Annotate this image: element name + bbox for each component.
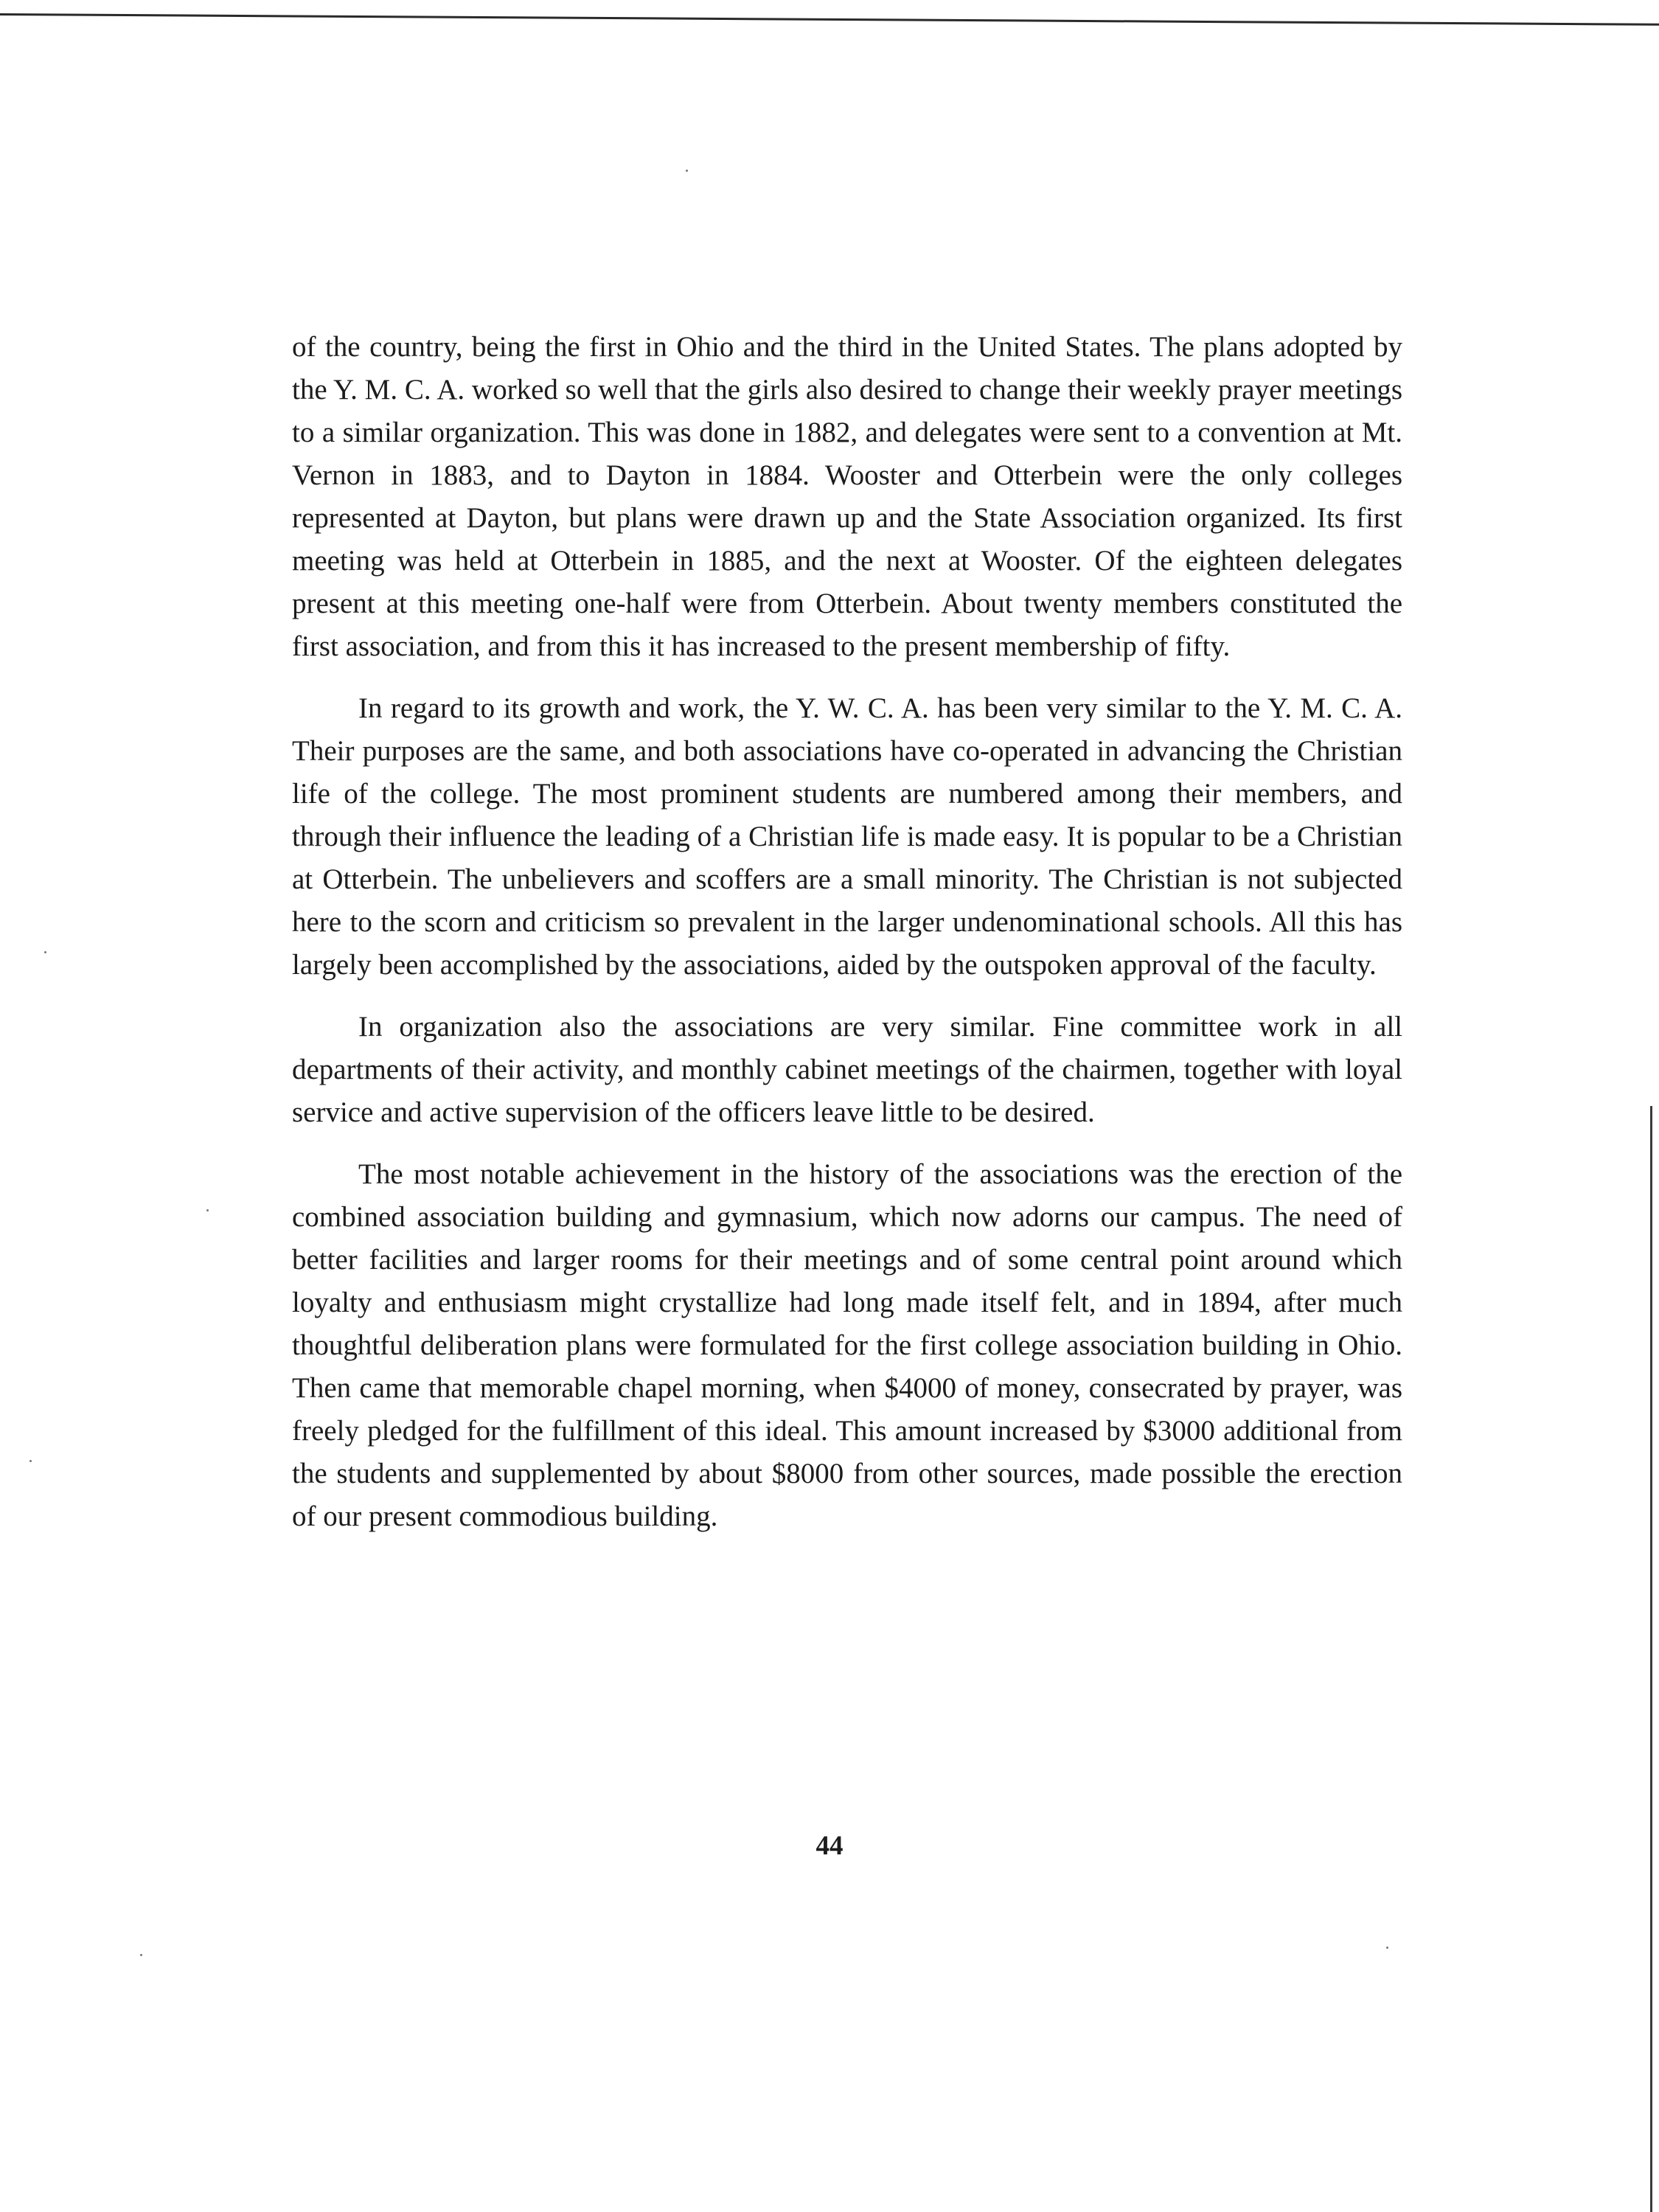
scan-speck	[44, 951, 46, 953]
paragraph-ywca-growth: In regard to its growth and work, the Y. W. C. A. has been very similar to the Y. M. C. A. Their purposes are the same, and both associations have co-operated in advancing the Christian life of the college. The most prominent students are numbered among their members, and through their influence the leading of a Christian life is made easy. It is popular to be a Christian at Otterbein. The unbelievers and scoffers are a small minority. The Christian is not subjected here to the scorn and criticism so prevalent in the larger undenominational schools. All this has largely been accomplished by the associations, aided by the outspoken approval of the faculty.	[292, 692, 1402, 981]
page-number: 44	[815, 1831, 844, 1861]
right-page-edge	[1650, 1106, 1652, 2212]
scan-speck	[686, 170, 688, 172]
top-edge-rule	[0, 0, 1659, 26]
scan-speck	[29, 1460, 32, 1462]
scan-speck	[140, 1954, 142, 1956]
paragraph-continuation: of the country, being the first in Ohio and the third in the United States. The plans adopted by the Y. M. C. A. worked so well that the girls also desired to change their weekly prayer meetings to a similar organization. This was done in 1882, and delegates were sent to a convention at Mt. Vernon in 1883, and to Dayton in 1884. Wooster and Otterbein were the only colleges represented at Dayton, but plans were drawn up and the State Association organized. Its first meeting was held at Otterbein in 1885, and the next at Wooster. Of the eighteen delegates present at this meeting one-half were from Otterbein. About twenty members constituted the first association, and from this it has increased to the present membership of fifty.	[292, 331, 1402, 662]
scan-speck	[206, 1209, 209, 1211]
scan-speck	[1386, 1947, 1388, 1949]
body-text	[292, 326, 1402, 1557]
paragraph-building: The most notable achievement in the history of the associations was the erection of the combined association building and gymnasium, which now adorns our campus. The need of better facilities and larger rooms for their meetings and of some central point around which loyalty and enthusiasm might crystallize had long made itself felt, and in 1894, after much thoughtful deliberation plans were formulated for the first college association building in Ohio. Then came that memorable chapel morning, when $4000 of money, consecrated by prayer, was freely pledged for the fulfillment of this ideal. This amount increased by $3000 additional from the students and supplemented by about $8000 from other sources, made possible the erection of our present commodious building.	[292, 1158, 1402, 1532]
paragraph-organization: In organization also the associations are very similar. Fine committee work in all departments of their activity, and monthly cabinet meetings of the chairmen, together with loyal service and active supervision of the officers leave little to be desired.	[292, 1011, 1402, 1128]
